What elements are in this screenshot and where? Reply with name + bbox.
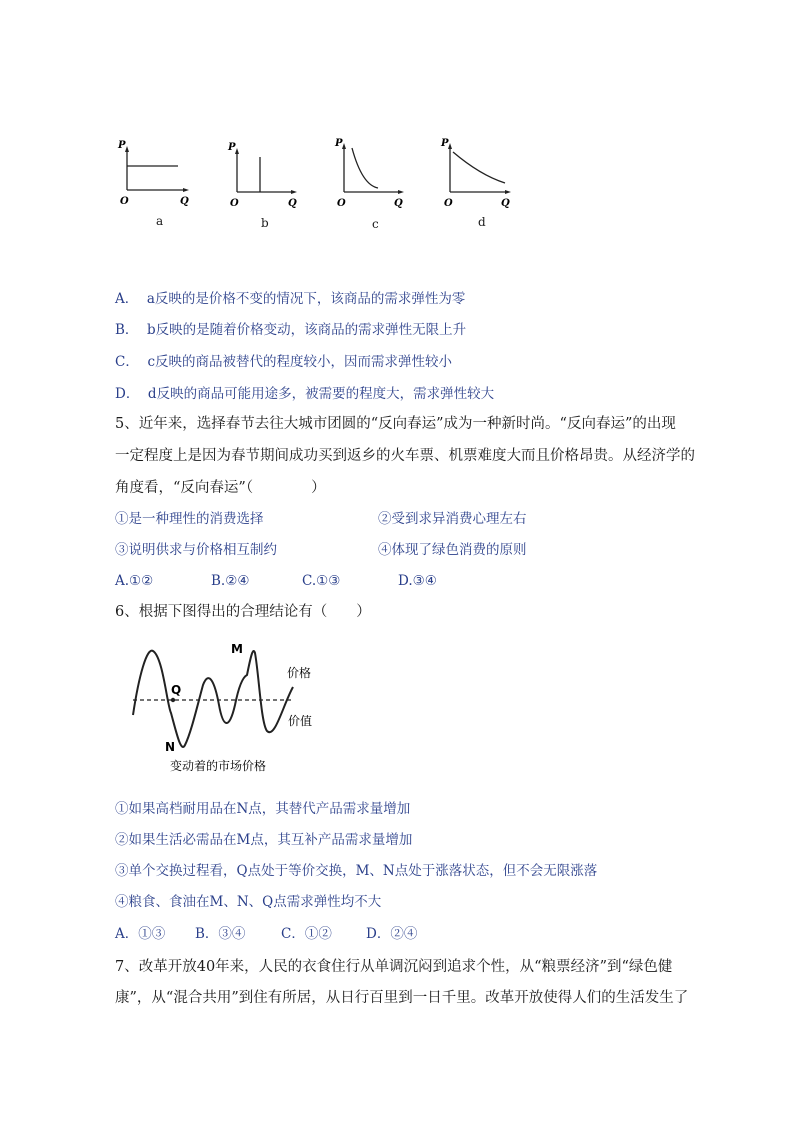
q4-option-a: A． a反映的是价格不变的情况下，该商品的需求弹性为零: [115, 291, 466, 307]
graph-a: [125, 146, 189, 192]
q5-stem-line2: 一定程度上是因为春节期间成功买到返乡的火车票、机票难度大而且价格昂贵。从经济学的: [115, 448, 695, 464]
q4-option-c: C． c反映的商品被替代的程度较小，因而需求弹性较小: [115, 354, 452, 370]
wave-caption: 变动着的市场价格: [170, 759, 267, 773]
graph-a-q: Q: [180, 196, 189, 207]
graph-d-o: O: [444, 198, 453, 209]
q5-choice-a: A.①②: [115, 573, 154, 589]
q5-stem-line3: 角度看，“反向春运”（ ）: [115, 480, 326, 496]
q5-item-1: ①是一种理性的消费选择: [115, 511, 264, 527]
graph-c: [342, 143, 404, 194]
label-value: 价值: [288, 714, 313, 728]
q5-stem-line1: 5、近年来，选择春节去往大城市团圆的“反向春运”成为一种新时尚。“反向春运”的出现: [115, 416, 676, 432]
graph-c-q: Q: [394, 198, 403, 209]
q6-choice-c: C．①②: [281, 926, 332, 942]
q6-choice-b: B．③④: [195, 926, 246, 942]
q5-item-2: ②受到求异消费心理左右: [378, 511, 527, 527]
graph-d: [448, 143, 511, 194]
graph-caption-b: b: [261, 216, 269, 230]
q5-choice-d: D.③④: [398, 573, 437, 589]
graph-c-o: O: [337, 198, 346, 209]
price-wave: [133, 651, 293, 747]
label-q: Q: [171, 683, 182, 697]
q6-item-4: ④粮食、食油在M、N、Q点需求弹性均不大: [115, 894, 382, 910]
q5-choice-b: B.②④: [211, 573, 250, 589]
graph-b: [235, 148, 297, 194]
q6-item-2: ②如果生活必需品在M点，其互补产品需求量增加: [115, 832, 413, 848]
q6-choice-a: A．①③: [115, 926, 166, 942]
q6-choice-d: D．②④: [366, 926, 418, 942]
graph-caption-c: c: [372, 217, 379, 231]
graph-d-p: P: [441, 138, 449, 149]
graph-d-q: Q: [501, 198, 510, 209]
label-m: M: [231, 642, 243, 656]
graph-b-q: Q: [288, 198, 297, 209]
q6-item-3: ③单个交换过程看，Q点处于等价交换，M、N点处于涨落状态，但不会无限涨落: [115, 863, 598, 879]
q7-stem-line2: 康”，从“混合共用”到住有所居，从日行百里到一日千里。改革开放使得人们的生活发生了: [115, 990, 689, 1006]
q6-stem: 6、根据下图得出的合理结论有（ ）: [115, 604, 371, 620]
q5-choice-c: C.①③: [302, 573, 341, 589]
q4-option-b: B． b反映的是随着价格变动，该商品的需求弹性无限上升: [115, 322, 467, 338]
label-n: N: [165, 740, 176, 754]
graph-a-o: O: [120, 196, 129, 207]
q6-item-1: ①如果高档耐用品在N点，其替代产品需求量增加: [115, 801, 411, 817]
q5-item-4: ④体现了绿色消费的原则: [378, 542, 527, 558]
q-point: [171, 698, 175, 702]
label-price: 价格: [287, 666, 312, 680]
demand-elasticity-graphs: [110, 130, 530, 240]
graph-b-p: P: [228, 142, 236, 153]
q5-item-3: ③说明供求与价格相互制约: [115, 542, 277, 558]
graph-caption-a: a: [156, 214, 164, 228]
graph-b-o: O: [230, 198, 239, 209]
q7-stem-line1: 7、改革开放40年来，人民的衣食住行从单调沉闷到追求个性，从“粮票经济”到“绿色健: [115, 959, 673, 975]
q4-option-d: D． d反映的商品可能用途多，被需要的程度大，需求弹性较大: [115, 386, 495, 402]
graph-c-p: P: [335, 138, 343, 149]
graph-caption-d: d: [478, 215, 486, 229]
market-price-wave-diagram: [125, 635, 325, 780]
graph-a-p: P: [118, 140, 126, 151]
